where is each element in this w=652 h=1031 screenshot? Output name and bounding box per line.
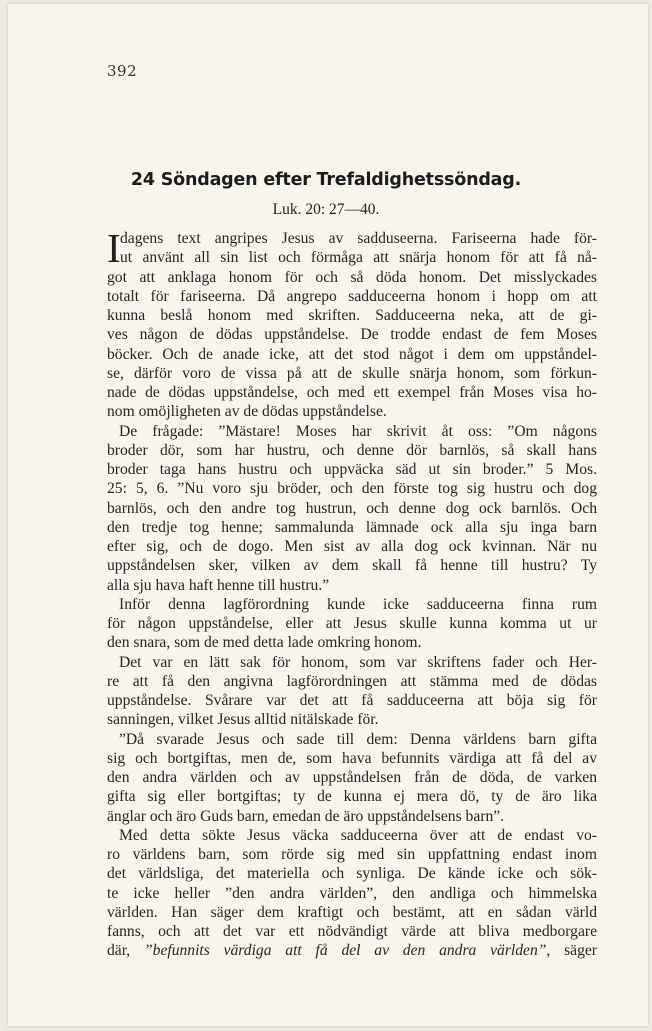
text-line: fanns, och att det var ett nödvändigt värde att bliva medborgare	[107, 923, 597, 940]
italic-quote: ”befunnits värdiga att få del av den andra världen”	[143, 942, 547, 960]
text-line: uppståndelse. Svårare var det att få sadduceerna att böja sig för	[107, 692, 597, 709]
page-number: 392	[107, 62, 138, 80]
text-line: Med detta sökte Jesus väcka sadduceerna över att de endast vo-	[119, 826, 597, 844]
text-line: ut använt all sin list och förmåga att snärja honom för att få nå-	[120, 249, 597, 267]
text-line: änglar och äro Guds barn, emedan de äro uppståndelsens barn”.	[107, 807, 505, 825]
text-segment: där,	[107, 942, 144, 960]
text-line: broder dör, som har hustru, och denne dör barnlös, så skall hans	[107, 441, 597, 459]
scripture-reference: Luk. 20: 27—40.	[272, 201, 380, 218]
text-line: efter sig, och de dogo. Men sist av alla dog ock kvinnan. När nu	[107, 538, 597, 555]
text-line: barnlös, och den andre tog hustrun, och denne dog ock barnlös. Och	[107, 499, 597, 517]
text-line: broder taga hans hustru och uppväcka säd ut sin broder.” 5 Mos.	[107, 461, 597, 478]
text-line: böcker. Och de anade icke, att det stod något i dem om uppståndel-	[107, 345, 597, 363]
text-line: för någon uppståndelse, eller att Jesus skulle kunna komma ut ur	[107, 615, 597, 632]
text-line: den tredje tog henne; sammalunda lämnade ock alla sju inga barn	[107, 518, 597, 536]
text-line: nom omöjligheten av de dödas uppståndelse.	[107, 403, 387, 421]
text-line: sanningen, vilket Jesus alltid nitälskade för.	[107, 711, 379, 729]
text-line: got att anklaga honom för och så döda honom. Det misslyckades	[107, 268, 597, 286]
text-line: den snara, som de med detta lade omkring honom.	[107, 634, 422, 652]
text-line: alla sju hava haft henne till hustru.”	[107, 576, 330, 594]
text-line: det världsliga, det materiella och synliga. De kände icke och sök-	[107, 865, 597, 883]
text-line: den andra världen och av uppståndelsen från de döda, de varken	[107, 769, 597, 786]
text-segment: , säger	[546, 942, 597, 960]
text-line: ves någon de dödas uppståndelse. De trodde endast de fem Moses	[107, 326, 597, 344]
text-line: nade de dödas uppståndelse, och med ett exempel från Moses visa ho-	[107, 384, 597, 401]
text-line: ”Då svarade Jesus och sade till dem: Denna världens barn gifta	[119, 730, 597, 748]
text-line: gifta sig eller bortgiftas; ty de kunna ej mera dö, ty de äro lika	[107, 788, 597, 806]
text-line: Inför denna lagförordning kunde icke sadduceerna finna rum	[119, 595, 597, 613]
text-line: sig och bortgiftas, men de, som hava befunnits värdiga att få del av	[107, 749, 597, 767]
body-text	[107, 225, 597, 961]
text-line: uppståndelsen sker, vilken av dem skall få henne till hustru? Ty	[107, 557, 597, 575]
text-line: re att få den angivna lagförordningen att stämma med de dödas	[107, 672, 597, 690]
drop-cap: I	[107, 225, 121, 271]
text-line: 25: 5, 6. ”Nu voro sju bröder, och den förste tog sig hustru och dog	[107, 480, 597, 498]
text-line: Det var en lätt sak för honom, som var skriftens fader och Her-	[119, 653, 597, 671]
text-line: se, därför voro de vissa på att de skulle snärja honom, som förkun-	[107, 364, 597, 382]
text-line: ro världens barn, som rörde sig med sin uppfattning endast inom	[107, 846, 597, 863]
chapter-title: 24 Söndagen efter Trefaldighetssöndag.	[130, 170, 522, 190]
text-line: dagens text angripes Jesus av sadduseerna. Fariseerna hade för-	[120, 230, 597, 247]
text-line: kunna beslå honom med skriften. Sadduceerna neka, att de gi-	[107, 307, 597, 324]
text-line-last	[107, 941, 597, 960]
text-line: totalt för fariseerna. Då angrepo sadduceerna honom i hopp om att	[107, 287, 597, 305]
text-line: te icke heller ”den andra världen”, den andliga och himmelska	[107, 884, 597, 902]
text-line: världen. Han säger dem kraftigt och bestämt, att en sådan värld	[107, 903, 597, 921]
text-line: De frågade: ”Mästare! Moses har skrivit åt oss: ”Om någons	[119, 422, 597, 440]
